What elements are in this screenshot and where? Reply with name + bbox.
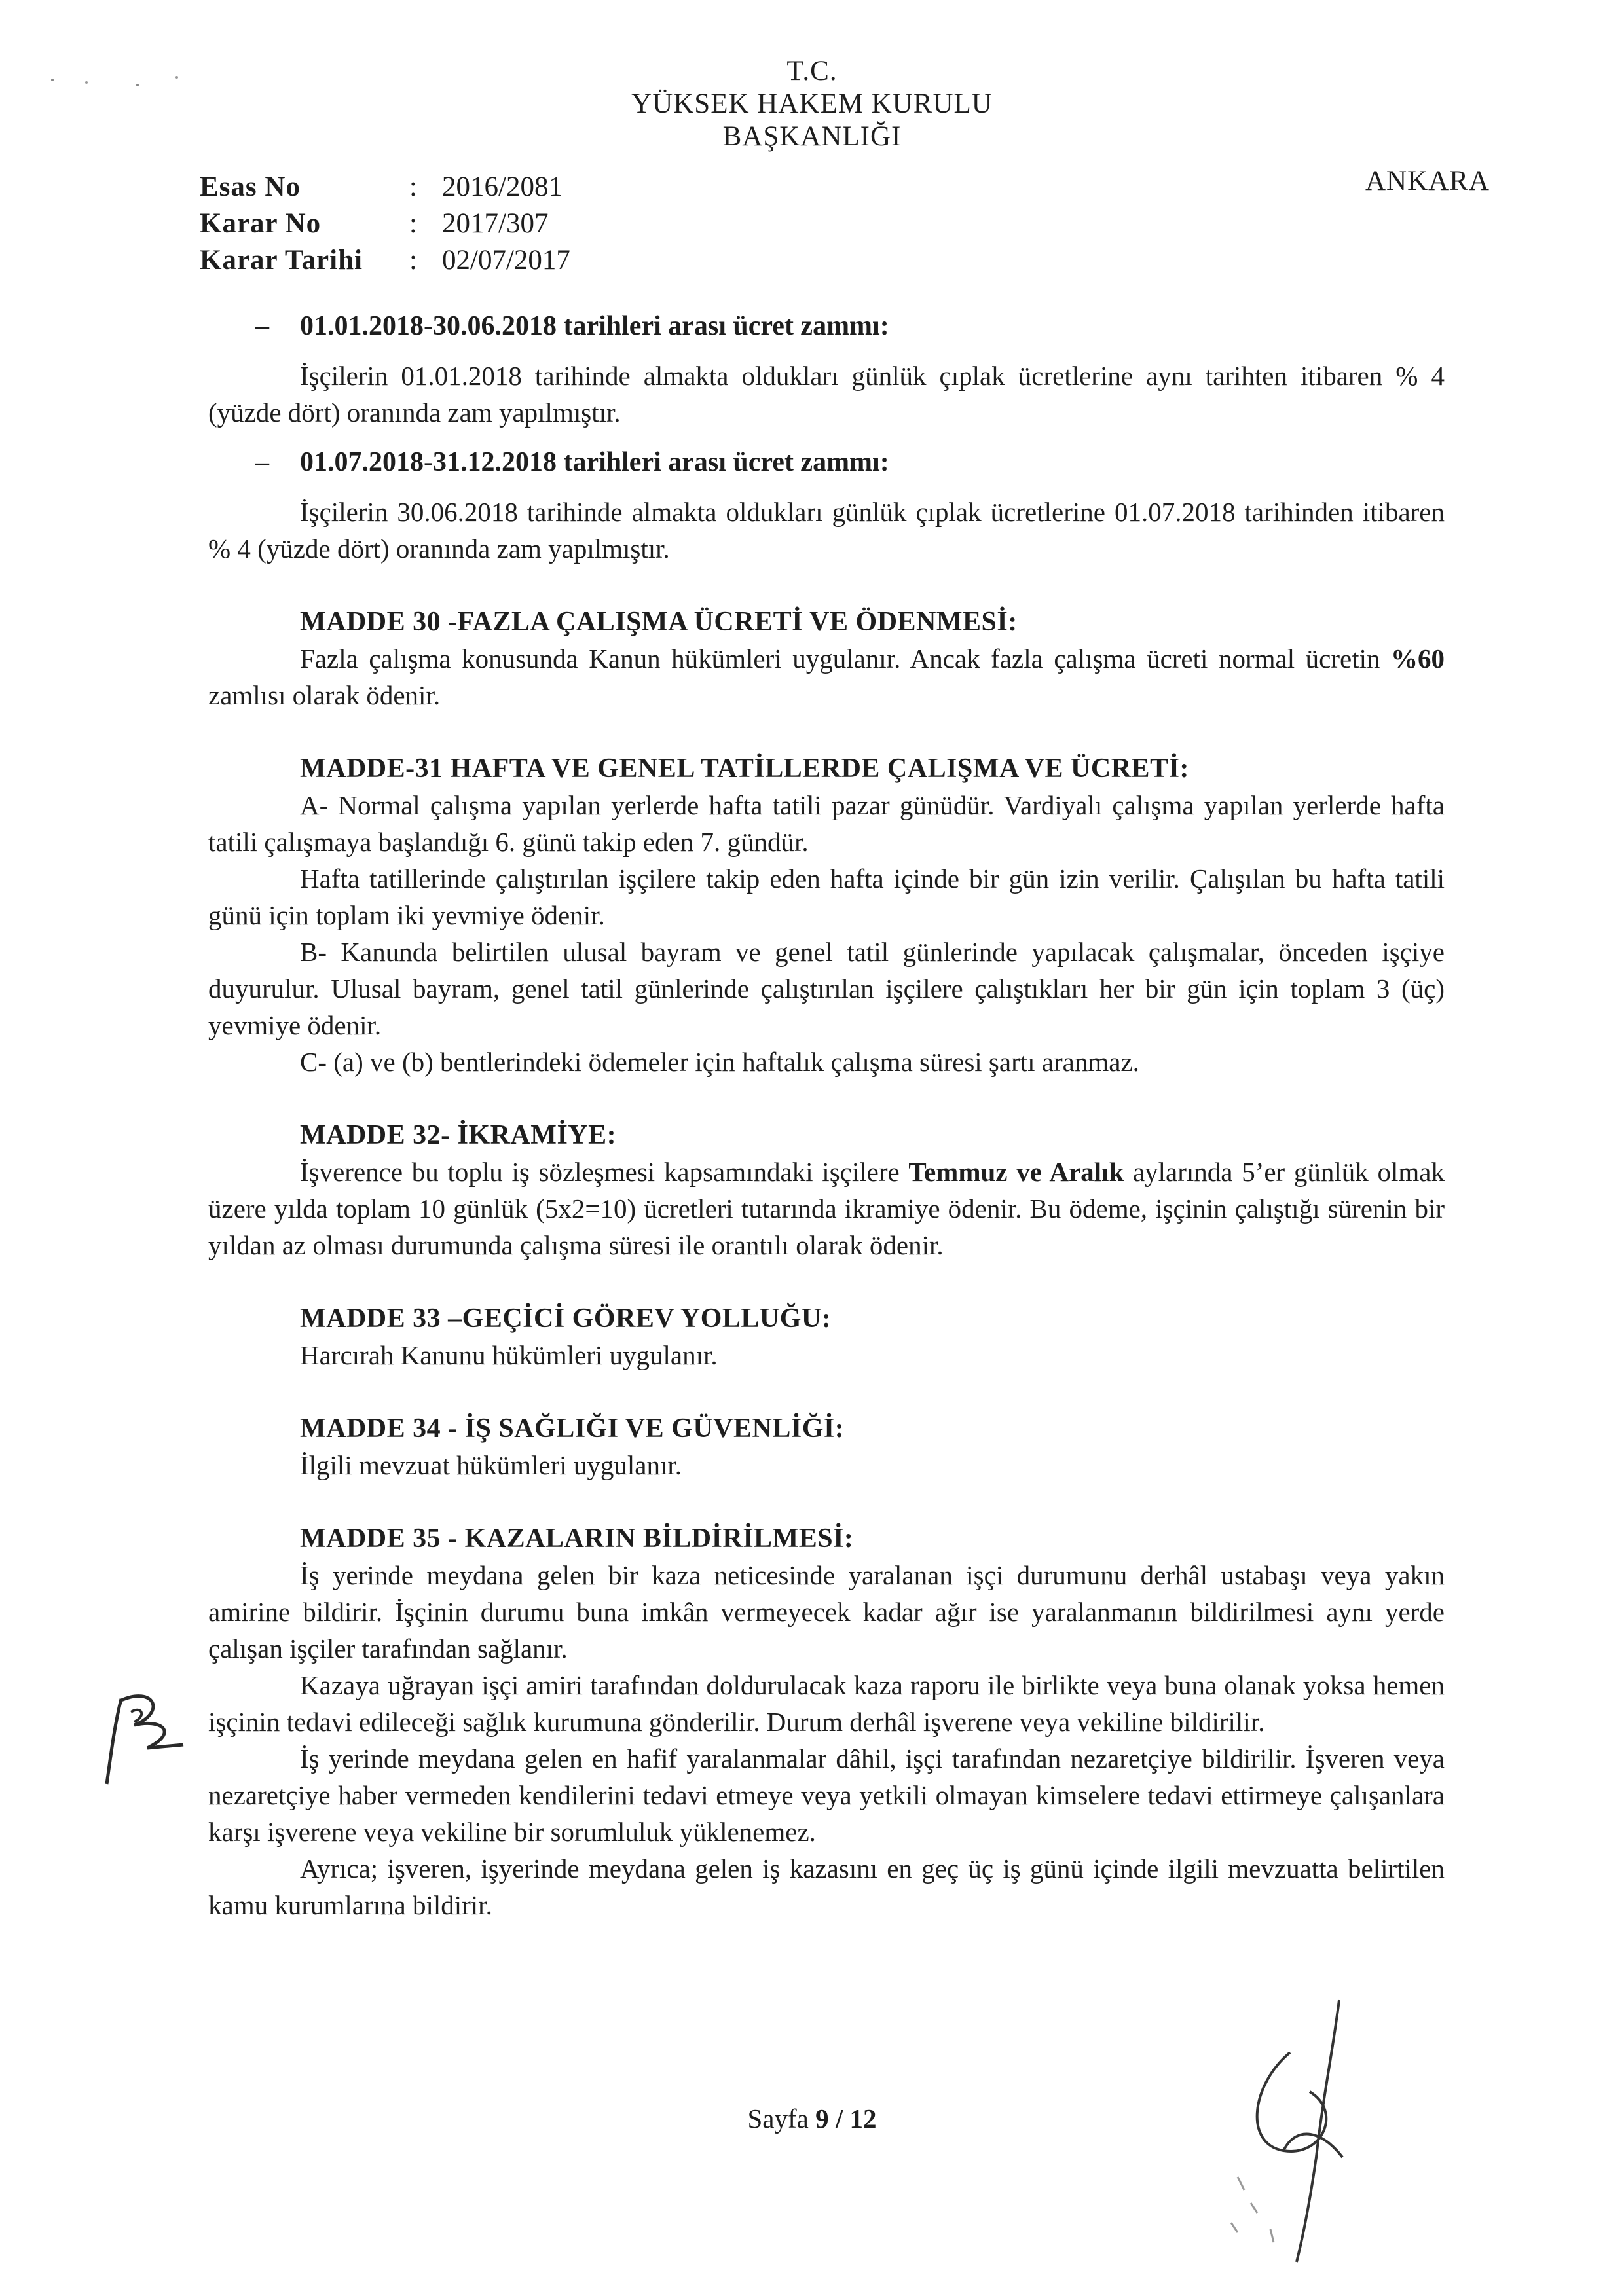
article-33-title: MADDE 33 –GEÇİCİ GÖREV YOLLUĞU: (300, 1303, 832, 1334)
article-35-title: MADDE 35 - KAZALARIN BİLDİRİLMESİ: (300, 1523, 854, 1554)
header-line-institution: YÜKSEK HAKEM KURULU (631, 88, 993, 119)
case-meta (200, 169, 638, 279)
article-31-para-hafta: Hafta tatillerinde çalıştırılan işçilere takip eden hafta içinde bir gün izin verilir. Çalışılan bu hafta tatili günü için toplam iki yevmiye ödenir. (208, 864, 1445, 930)
page-number: 9 / 12 (815, 2104, 877, 2134)
meta-row-tarih: Karar Tarihi : 02/07/2017 (200, 242, 638, 279)
article-34-title: MADDE 34 - İŞ SAĞLIĞI VE GÜVENLİĞİ: (300, 1413, 845, 1444)
meta-label: Karar No (200, 208, 322, 239)
meta-value: 2016/2081 (442, 172, 563, 202)
article-30-text: Fazla çalışma konusunda Kanun hükümleri uygulanır. Ancak fazla çalışma ücreti normal ücretin %60 zamlısı olarak ödenir. (208, 644, 1445, 710)
city-label: ANKARA (1365, 166, 1490, 196)
article-31-title: MADDE-31 HAFTA VE GENEL TATİLLERDE ÇALIŞMA VE ÜCRETİ: (300, 754, 1189, 784)
page-label: Sayfa (747, 2104, 816, 2134)
meta-row-esas: Esas No : 2016/2081 (200, 169, 638, 206)
article-35-para-4: Ayrıca; işveren, işyerinde meydana gelen iş kazasını en geç üç iş günü içinde ilgili mevzuatta belirtilen kamu kurumlarına bildirir. (208, 1853, 1445, 1920)
article-31-para-c: C- (a) ve (b) bentlerindeki ödemeler için haftalık çalışma süresi şartı aranmaz. (300, 1047, 1139, 1077)
meta-value: 2017/307 (442, 208, 549, 239)
article-35-para-2: Kazaya uğrayan işçi amiri tarafından doldurulacak kaza raporu ile birlikte veya buna olanak yoksa hemen işçinin tedavi edileceği sağlık kurumuna gönderilir. Durum derhâl işverene veya vekiline bildirilir. (208, 1670, 1445, 1737)
header-line-office: BAŞKANLIĞI (722, 121, 902, 152)
meta-label: Karar Tarihi (200, 245, 363, 276)
institution-header (0, 55, 1624, 153)
initials-signature-left (95, 1686, 193, 1791)
article-33-text: Harcırah Kanunu hükümleri uygulanır. (300, 1340, 718, 1370)
article-31-para-a: A- Normal çalışma yapılan yerlerde hafta tatili pazar günüdür. Vardiyalı çalışma yapılan yerlerde hafta tatili çalışmaya başlandığı 6. günü takip eden 7. gündür. (208, 790, 1445, 857)
raise-1-text: İşçilerin 01.01.2018 tarihinde almakta oldukları günlük çıplak ücretlerine aynı tarihten itibaren % 4 (yüzde dört) oranında zam yapılmıştır. (208, 361, 1445, 428)
meta-row-karar: Karar No : 2017/307 (200, 206, 638, 242)
article-35-para-1: İş yerinde meydana gelen bir kaza neticesinde yaralanan işçi durumunu derhâl ustabaşı veya yakın amirine bildirir. İşçinin durumu buna imkân vermeyecek kadar ağır ise yaralanmanın bildirilmesi aynı yerde çalışan işçiler tarafından sağlanır. (208, 1560, 1445, 1664)
article-30-title: MADDE 30 -FAZLA ÇALIŞMA ÜCRETİ VE ÖDENMESİ: (300, 607, 1018, 637)
article-34-text: İlgili mevzuat hükümleri uygulanır. (300, 1450, 682, 1480)
meta-value: 02/07/2017 (442, 245, 570, 276)
raise-2-text: İşçilerin 30.06.2018 tarihinde almakta oldukları günlük çıplak ücretlerine 01.07.2018 tarihinden itibaren % 4 (yüzde dört) oranında zam yapılmıştır. (208, 497, 1445, 564)
article-31-para-b: B- Kanunda belirtilen ulusal bayram ve genel tatil günlerinde yapılacak çalışmalar, önceden işçiye duyurulur. Ulusal bayram, genel tatil günlerinde çalıştırılan işçilere çalıştıkları her bir gün için toplam 3 (üç) yevmiye ödenir. (208, 937, 1445, 1040)
document-body (208, 308, 1445, 1923)
page-footer (0, 2103, 1624, 2134)
article-32-text: İşverence bu toplu iş sözleşmesi kapsamındaki işçilere Temmuz ve Aralık aylarında 5’er günlük olmak üzere yılda toplam 10 günlük (5x2=10) ücretleri tutarında ikramiye ödenir. Bu ödeme, işçinin çalıştığı sürenin bir yıldan az olması durumunda çalışma süresi ile orantılı olarak ödenir. (208, 1157, 1445, 1260)
article-35-para-3: İş yerinde meydana gelen en hafif yaralanmalar dâhil, işçi tarafından nezaretçiye bildirilir. İşveren veya nezaretçiye haber vermeden kendilerini tedavi etmeye veya yetkili olmayan kimselere tedavi ettirmeye çalışanlara karşı işverene veya vekiline bir sorumluluk yüklenemez. (208, 1743, 1445, 1847)
meta-label: Esas No (200, 172, 301, 202)
article-32-title: MADDE 32- İKRAMİYE: (300, 1120, 617, 1150)
raise-2-title: – 01.07.2018-31.12.2018 tarihleri arası ücret zammı: (255, 447, 889, 477)
header-line-tc: T.C. (786, 56, 838, 86)
raise-1-title: – 01.01.2018-30.06.2018 tarihleri arası ücret zammı: (255, 311, 889, 341)
